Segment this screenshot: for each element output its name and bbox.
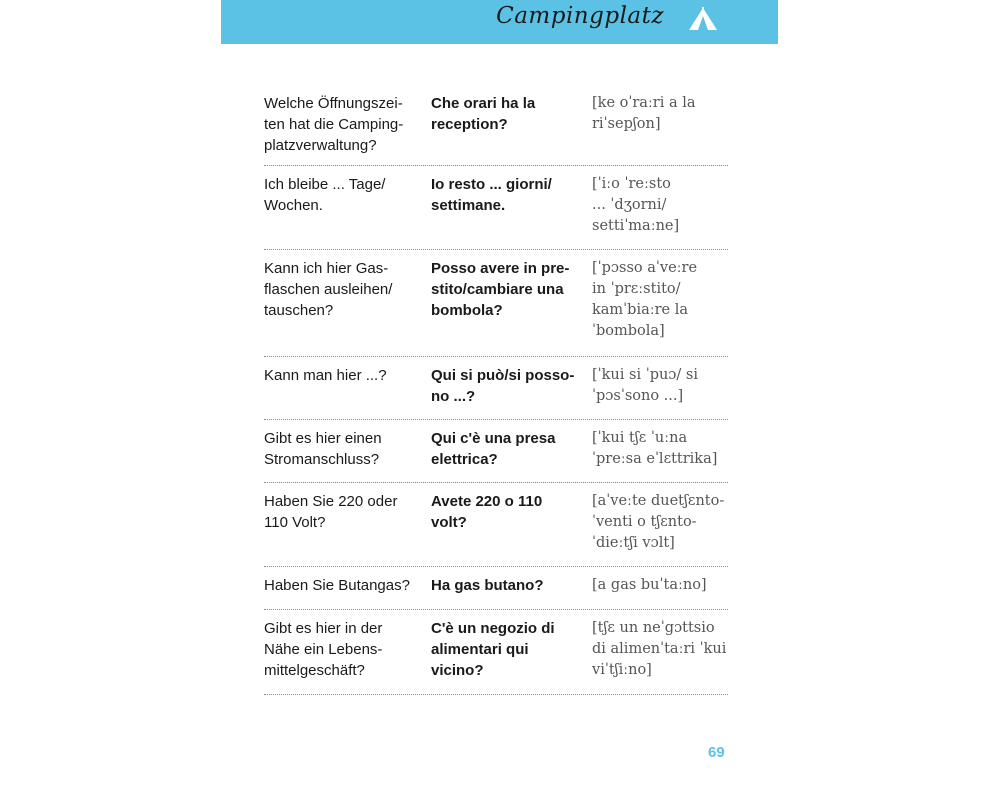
german-phrase (264, 258, 431, 321)
pronunciation-line: viˈtʃiːno] (592, 662, 652, 678)
pronunciation-line: di alimenˈtaːri ˈkui (592, 641, 727, 657)
phrase-table (264, 85, 728, 695)
pronunciation-line: kamˈbiaːre la (592, 302, 689, 318)
italian-phrase-line: Avete 220 o 110 (431, 493, 543, 510)
italian-phrase (431, 491, 592, 533)
german-phrase-line: mittelgeschäft? (264, 662, 365, 679)
german-phrase-line: Welche Öffnungszei- (264, 95, 403, 112)
german-phrase-line: Haben Sie Butangas? (264, 577, 410, 594)
italian-phrase-line: Io resto ... giorni/ (431, 176, 552, 193)
italian-phrase-line: reception? (431, 116, 508, 133)
german-phrase (264, 575, 431, 596)
phrase-row (264, 85, 728, 166)
italian-phrase-line: stito/cambiare una (431, 281, 564, 298)
italian-phrase (431, 174, 592, 216)
german-phrase-line: Gibt es hier einen (264, 430, 382, 447)
pronunciation-line: [ˈiːo ˈreːsto (592, 176, 671, 192)
pronunciation (592, 618, 728, 681)
pronunciation (592, 365, 728, 407)
italian-phrase (431, 618, 592, 681)
italian-phrase-line: C'è un negozio di (431, 620, 555, 637)
german-phrase (264, 93, 431, 156)
german-phrase (264, 365, 431, 386)
german-phrase-line: flaschen ausleihen/ (264, 281, 393, 298)
pronunciation-line: ˈpɔsˈsono ...] (592, 388, 684, 404)
german-phrase (264, 491, 431, 533)
italian-phrase-line: no ...? (431, 388, 476, 405)
italian-phrase (431, 428, 592, 470)
phrase-row (264, 250, 728, 357)
german-phrase-line: ten hat die Camping- (264, 116, 404, 133)
pronunciation-line: [tʃɛ un neˈgɔttsio (592, 620, 715, 636)
pronunciation-line: [a gas buˈtaːno] (592, 577, 707, 593)
pronunciation-line: ˈventi o tʃɛnto- (592, 514, 697, 530)
italian-phrase-line: Che orari ha la (431, 95, 536, 112)
italian-phrase-line: Posso avere in pre- (431, 260, 570, 277)
pronunciation-line: [ˈpɔsso aˈveːre (592, 260, 698, 276)
italian-phrase-line: Qui c'è una presa (431, 430, 556, 447)
pronunciation-line: in ˈprɛːstito/ (592, 281, 681, 297)
italian-phrase-line: Ha gas butano? (431, 577, 544, 594)
pronunciation-line: ˈpreːsa eˈlɛttrika] (592, 451, 718, 467)
pronunciation-line: [ke oˈraːri a la (592, 95, 696, 111)
pronunciation (592, 93, 728, 135)
pronunciation (592, 258, 728, 342)
pronunciation-line: [aˈveːte duetʃɛnto- (592, 493, 725, 509)
pronunciation-line: [ˈkui si ˈpuɔ/ si (592, 367, 699, 383)
german-phrase-line: Kann man hier ...? (264, 367, 387, 384)
pronunciation-line: settiˈmaːne] (592, 218, 680, 234)
german-phrase-line: Wochen. (264, 197, 323, 214)
phrase-row (264, 166, 728, 250)
german-phrase-line: Nähe ein Lebens- (264, 641, 383, 658)
phrase-row (264, 357, 728, 420)
italian-phrase (431, 575, 592, 596)
pronunciation-line: riˈsepʃon] (592, 116, 661, 132)
chapter-title: Campingplatz (496, 3, 664, 29)
tent-icon (688, 7, 718, 31)
pronunciation (592, 428, 728, 470)
german-phrase (264, 618, 431, 681)
german-phrase-line: Ich bleibe ... Tage/ (264, 176, 386, 193)
italian-phrase (431, 93, 592, 135)
italian-phrase-line: elettrica? (431, 451, 498, 468)
german-phrase (264, 174, 431, 216)
pronunciation-line: [ˈkui tʃɛ ˈuːna (592, 430, 688, 446)
pronunciation (592, 174, 728, 237)
german-phrase (264, 428, 431, 470)
pronunciation-line: ... ˈdʒorni/ (592, 197, 667, 213)
italian-phrase (431, 365, 592, 407)
italian-phrase-line: bombola? (431, 302, 503, 319)
german-phrase-line: Haben Sie 220 oder (264, 493, 398, 510)
pronunciation (592, 575, 728, 596)
german-phrase-line: Stromanschluss? (264, 451, 380, 468)
german-phrase-line: Gibt es hier in der (264, 620, 383, 637)
pronunciation (592, 491, 728, 554)
phrase-row (264, 420, 728, 483)
german-phrase-line: 110 Volt? (264, 514, 326, 531)
pronunciation-line: ˈdieːtʃi vɔlt] (592, 535, 675, 551)
italian-phrase-line: Qui si può/si posso- (431, 367, 575, 384)
phrase-row (264, 567, 728, 610)
phrase-row (264, 483, 728, 567)
italian-phrase-line: alimentari qui (431, 641, 529, 658)
phrase-row (264, 610, 728, 695)
pronunciation-line: ˈbombola] (592, 323, 665, 339)
italian-phrase-line: volt? (431, 514, 467, 531)
german-phrase-line: platzverwaltung? (264, 137, 377, 154)
italian-phrase-line: vicino? (431, 662, 484, 679)
german-phrase-line: Kann ich hier Gas- (264, 260, 389, 277)
page-number: 69 (708, 744, 725, 761)
italian-phrase (431, 258, 592, 321)
german-phrase-line: tauschen? (264, 302, 334, 319)
italian-phrase-line: settimane. (431, 197, 506, 214)
